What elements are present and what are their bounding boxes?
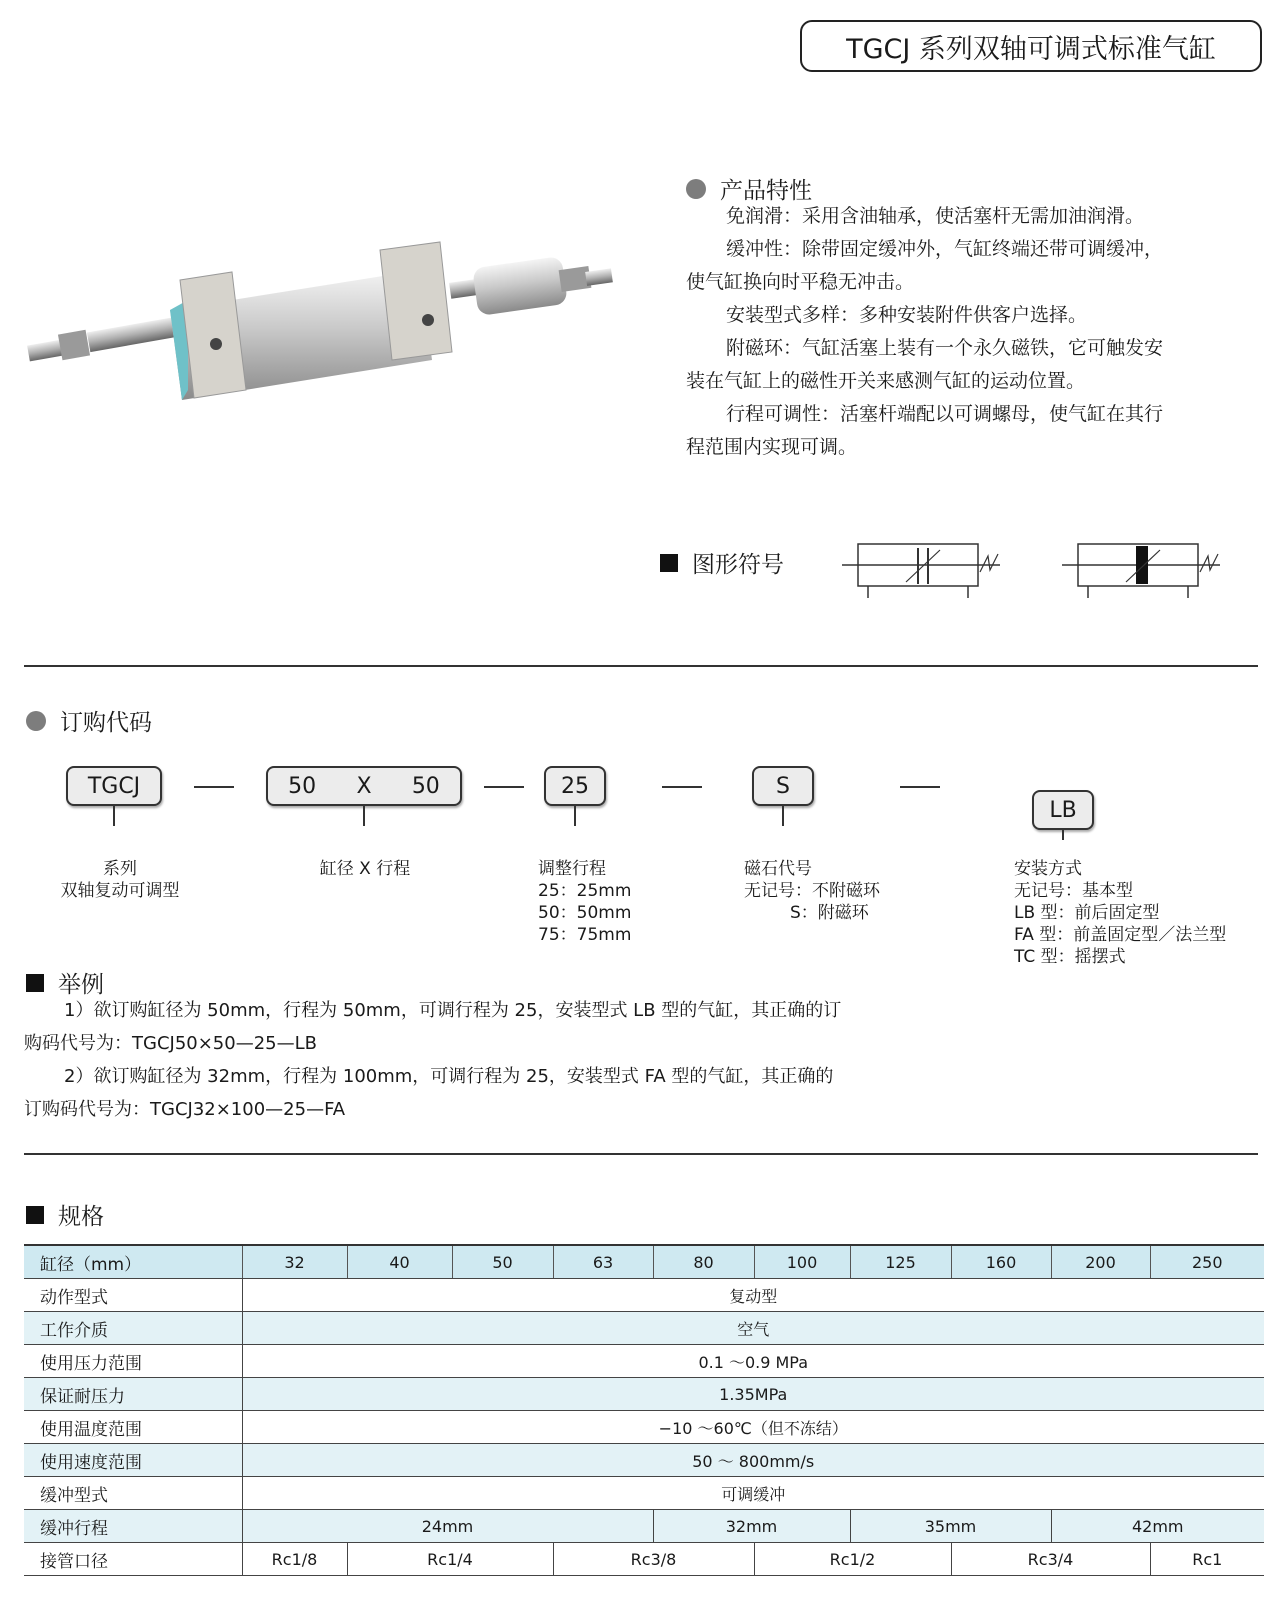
port-cell: Rc1/2: [754, 1543, 951, 1576]
label-line: 安装方式: [1014, 859, 1082, 879]
spec-row-value: 1.35MPa: [242, 1378, 1264, 1411]
features-heading-text: 产品特性: [720, 178, 812, 204]
label-line: 双轴复动可调型: [60, 881, 180, 901]
cushion-cell: 24mm: [242, 1510, 653, 1543]
cushion-cell: 35mm: [850, 1510, 1051, 1543]
code-tick: [113, 806, 115, 826]
cylinder-symbol-basic: [840, 540, 1020, 610]
label-line: 50：50mm: [538, 903, 632, 923]
code-magnet-box: S: [752, 766, 814, 806]
page-title: TGCJ 系列双轴可调式标准气缸: [800, 20, 1262, 72]
cushion-cell: 42mm: [1051, 1510, 1264, 1543]
label-line: 75：75mm: [538, 925, 632, 945]
spec-row: [24, 1477, 1264, 1510]
label-line: LB 型：前后固定型: [1014, 903, 1160, 923]
port-cell: Rc1/8: [242, 1543, 347, 1576]
label-line: 无记号：不附磁环: [744, 881, 880, 901]
features-text: [686, 200, 1246, 464]
spec-row-value: −10 ～60℃（但不冻结）: [242, 1411, 1264, 1444]
example-line: 购码代号为：TGCJ50×50—25—LB: [24, 1033, 317, 1054]
label-line: FA 型：前盖固定型／法兰型: [1014, 925, 1227, 945]
divider: [24, 1153, 1258, 1155]
label-bore: [300, 858, 430, 880]
example-line: 2）欲订购缸径为 32mm，行程为 100mm，可调行程为 25，安装型式 FA 型的气缸，其正确的: [64, 1066, 834, 1087]
label-magnet: [744, 858, 880, 924]
bore-cell: 250: [1150, 1245, 1264, 1279]
bullet-icon: [26, 711, 46, 731]
cylinder-symbol-magnet: [1060, 540, 1240, 610]
code-mount-box: LB: [1032, 790, 1094, 830]
code-dash: [484, 786, 524, 788]
label-line: 25：25mm: [538, 881, 632, 901]
label-line: 磁石代号: [744, 859, 812, 879]
bore-cell: 160: [951, 1245, 1051, 1279]
code-tick: [363, 806, 365, 826]
spec-row-label: 工作介质: [24, 1312, 242, 1345]
example-text: [24, 994, 964, 1126]
bullet-icon: [686, 179, 706, 199]
example-line: 订购码代号为：TGCJ32×100—25—FA: [24, 1099, 346, 1120]
code-tick: [574, 806, 576, 826]
spec-row-label: 保证耐压力: [24, 1378, 242, 1411]
label-line: 系列: [103, 859, 137, 879]
bore-cell: 125: [850, 1245, 951, 1279]
spec-row: [24, 1411, 1264, 1444]
spec-header-label: 缸径（mm）: [24, 1245, 242, 1279]
spec-row-label: 使用压力范围: [24, 1345, 242, 1378]
label-line: 缸径 X 行程: [319, 859, 411, 879]
spec-heading: [26, 1198, 104, 1231]
spec-row-port: [24, 1543, 1264, 1576]
feature-line: 装在气缸上的磁性开关来感测气缸的运动位置。: [686, 370, 1086, 392]
port-cell: Rc3/4: [951, 1543, 1150, 1576]
spec-row: [24, 1279, 1264, 1312]
cushion-cell: 32mm: [653, 1510, 850, 1543]
spec-table: [24, 1244, 1264, 1576]
label-line: 无记号：基本型: [1014, 881, 1133, 901]
code-tick: [1062, 830, 1064, 840]
bore-cell: 100: [754, 1245, 850, 1279]
bore-cell: 63: [553, 1245, 653, 1279]
bore-cell: 32: [242, 1245, 347, 1279]
spec-row-value: 复动型: [242, 1279, 1264, 1312]
code-series-box: TGCJ: [66, 766, 162, 806]
code-bore-stroke-box: [266, 766, 462, 806]
bore-cell: 40: [347, 1245, 452, 1279]
spec-row-label: 接管口径: [24, 1543, 242, 1576]
bore-cell: 80: [653, 1245, 754, 1279]
feature-line: 行程可调性：活塞杆端配以可调螺母，使气缸在其行: [726, 403, 1164, 425]
feature-line: 附磁环：气缸活塞上装有一个永久磁铁，它可触发安: [726, 337, 1164, 359]
spec-row: [24, 1345, 1264, 1378]
example-heading-text: 举例: [58, 972, 104, 998]
spec-row-value: 空气: [242, 1312, 1264, 1345]
label-mount: [1014, 858, 1226, 968]
code-dash: [900, 786, 940, 788]
bore-cell: 200: [1051, 1245, 1150, 1279]
port-cell: Rc1/4: [347, 1543, 553, 1576]
spec-heading-text: 规格: [58, 1204, 104, 1230]
spec-row: [24, 1378, 1264, 1411]
bore-cell: 50: [452, 1245, 553, 1279]
code-bore: 50: [288, 773, 317, 799]
feature-line: 安装型式多样：多种安装附件供客户选择。: [726, 304, 1088, 326]
code-dash: [194, 786, 234, 788]
spec-row-label: 动作型式: [24, 1279, 242, 1312]
code-dash: [662, 786, 702, 788]
spec-row-label: 使用温度范围: [24, 1411, 242, 1444]
spec-row-value: 50 ～ 800mm/s: [242, 1444, 1264, 1477]
code-stroke: 50: [411, 773, 440, 799]
spec-row-label: 使用速度范围: [24, 1444, 242, 1477]
square-bullet-icon: [26, 1206, 44, 1224]
spec-row: [24, 1312, 1264, 1345]
label-adjust: [538, 858, 631, 946]
cylinder-product-image: [20, 240, 620, 420]
spec-row: [24, 1444, 1264, 1477]
label-series: [40, 858, 200, 902]
feature-line: 使气缸换向时平稳无冲击。: [686, 271, 915, 293]
spec-row-value: 0.1 ～0.9 MPa: [242, 1345, 1264, 1378]
square-bullet-icon: [660, 554, 678, 572]
divider: [24, 665, 1258, 667]
ordering-heading-text: 订购代码: [60, 710, 152, 736]
spec-row-cushion: [24, 1510, 1264, 1543]
symbols-heading-text: 图形符号: [692, 552, 784, 578]
feature-line: 程范围内实现可调。: [686, 436, 858, 458]
label-line: TC 型：摇摆式: [1014, 947, 1126, 967]
label-line: S：附磁环: [790, 903, 869, 923]
port-cell: Rc1: [1150, 1543, 1264, 1576]
square-bullet-icon: [26, 974, 44, 992]
example-line: 1）欲订购缸径为 50mm，行程为 50mm，可调行程为 25，安装型式 LB 型的气缸，其正确的订: [64, 1000, 842, 1021]
code-x: X: [356, 773, 372, 799]
feature-line: 免润滑：采用含油轴承，使活塞杆无需加油润滑。: [726, 205, 1145, 227]
ordering-heading: [26, 704, 152, 737]
code-tick: [782, 806, 784, 826]
symbols-heading: [660, 546, 784, 579]
code-adjust-box: 25: [544, 766, 606, 806]
label-line: 调整行程: [538, 859, 606, 879]
spec-row-label: 缓冲行程: [24, 1510, 242, 1543]
port-cell: Rc3/8: [553, 1543, 754, 1576]
spec-row-label: 缓冲型式: [24, 1477, 242, 1510]
spec-header-row: [24, 1245, 1264, 1279]
spec-row-value: 可调缓冲: [242, 1477, 1264, 1510]
feature-line: 缓冲性：除带固定缓冲外，气缸终端还带可调缓冲，: [726, 238, 1164, 260]
